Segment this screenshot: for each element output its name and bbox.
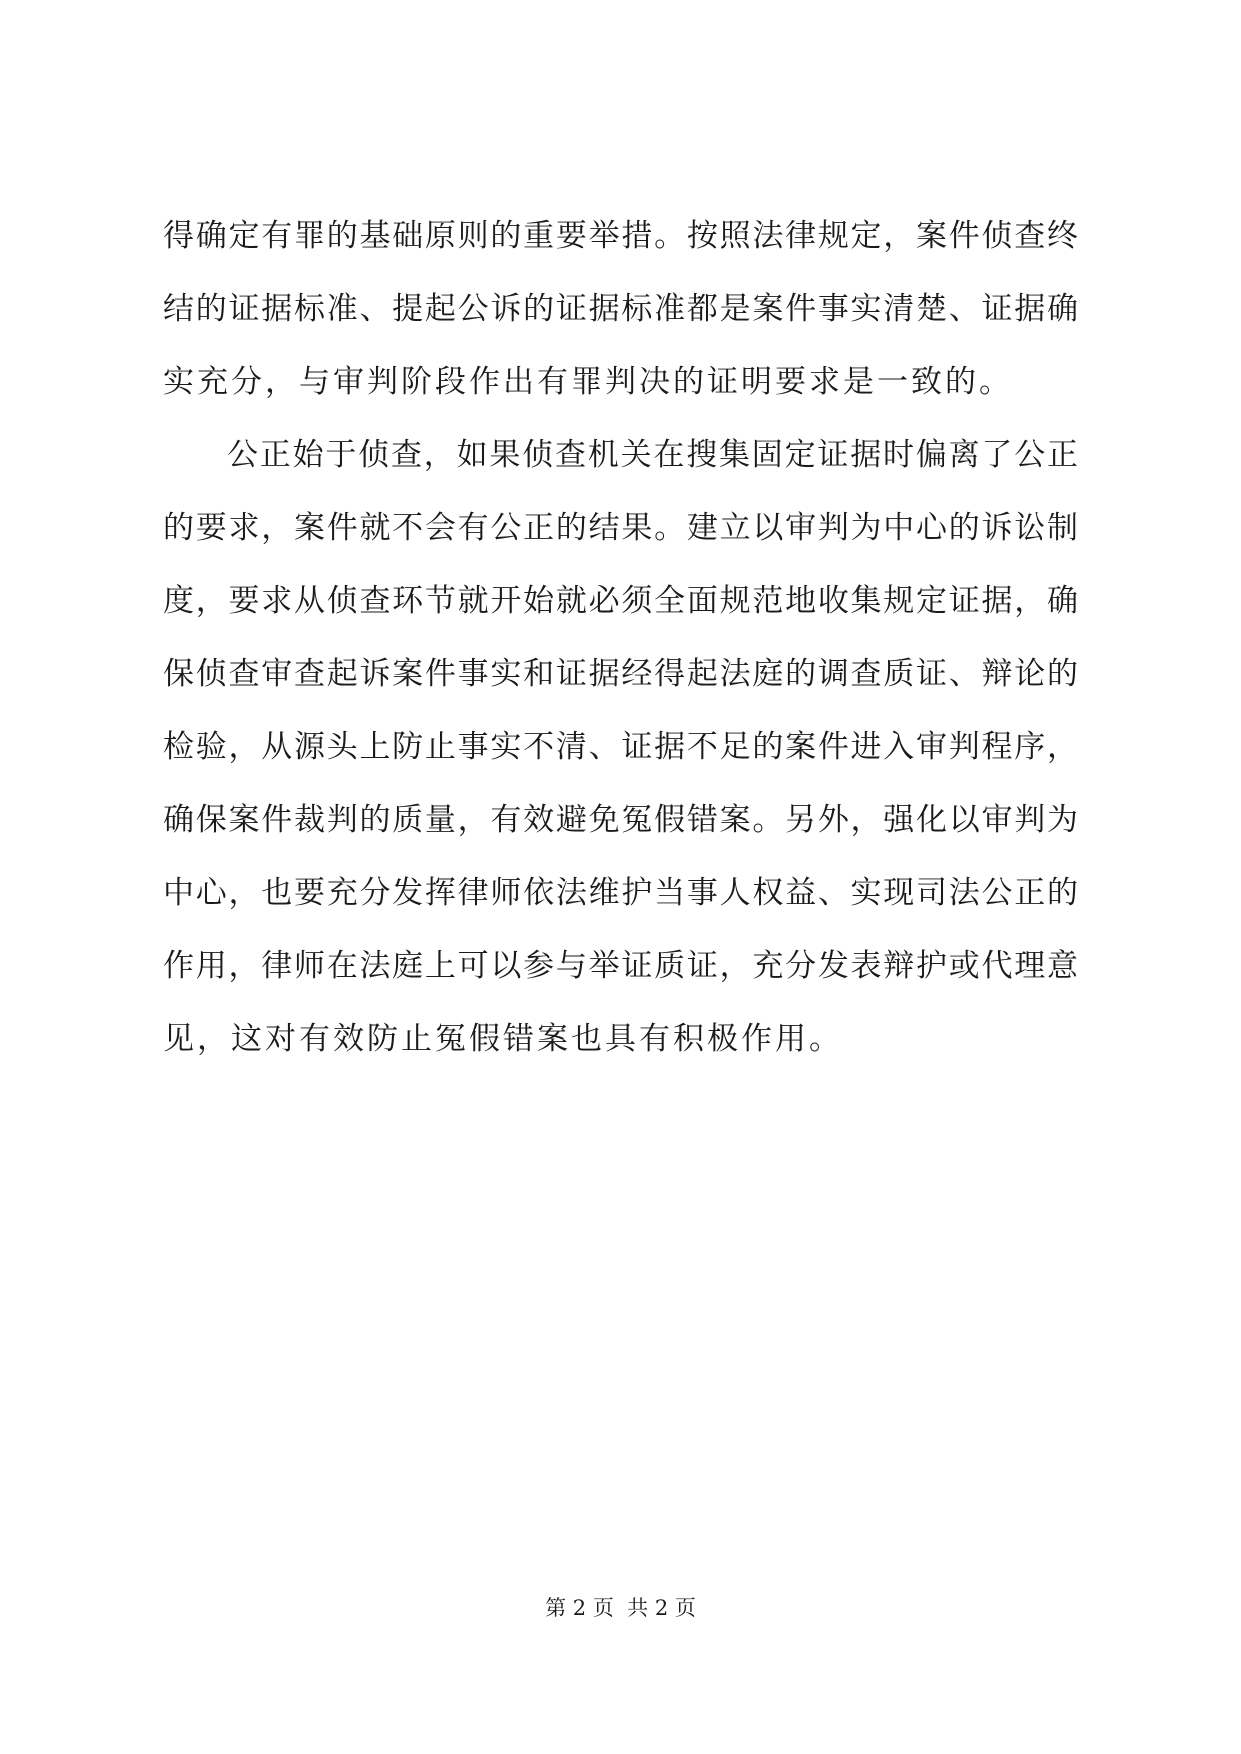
page-footer bbox=[0, 1593, 1241, 1623]
text-line: 中心，也要充分发挥律师依法维护当事人权益、实现司法公正的 bbox=[163, 875, 1078, 911]
text-line: 见，这对有效防止冤假错案也具有积极作用。 bbox=[163, 1021, 843, 1057]
page-number: 第 2 页 共 2 页 bbox=[545, 1596, 696, 1620]
text-line: 检验，从源头上防止事实不清、证据不足的案件进入审判程序， bbox=[163, 729, 1078, 765]
text-line: 确保案件裁判的质量，有效避免冤假错案。另外，强化以审判为 bbox=[163, 802, 1078, 838]
text-line: 保侦查审查起诉案件事实和证据经得起法庭的调查质证、辩论的 bbox=[163, 656, 1078, 692]
text-line: 结的证据标准、提起公诉的证据标准都是案件事实清楚、证据确 bbox=[163, 291, 1078, 327]
body-text bbox=[163, 200, 1078, 1076]
text-line: 实充分，与审判阶段作出有罪判决的证明要求是一致的。 bbox=[163, 364, 1013, 400]
text-line: 的要求，案件就不会有公正的结果。建立以审判为中心的诉讼制 bbox=[163, 510, 1078, 546]
text-line: 度，要求从侦查环节就开始就必须全面规范地收集规定证据，确 bbox=[163, 583, 1078, 619]
text-line: 公正始于侦查，如果侦查机关在搜集固定证据时偏离了公正 bbox=[227, 437, 1078, 473]
text-line: 作用，律师在法庭上可以参与举证质证，充分发表辩护或代理意 bbox=[163, 948, 1078, 984]
text-line: 得确定有罪的基础原则的重要举措。按照法律规定，案件侦查终 bbox=[163, 218, 1078, 254]
